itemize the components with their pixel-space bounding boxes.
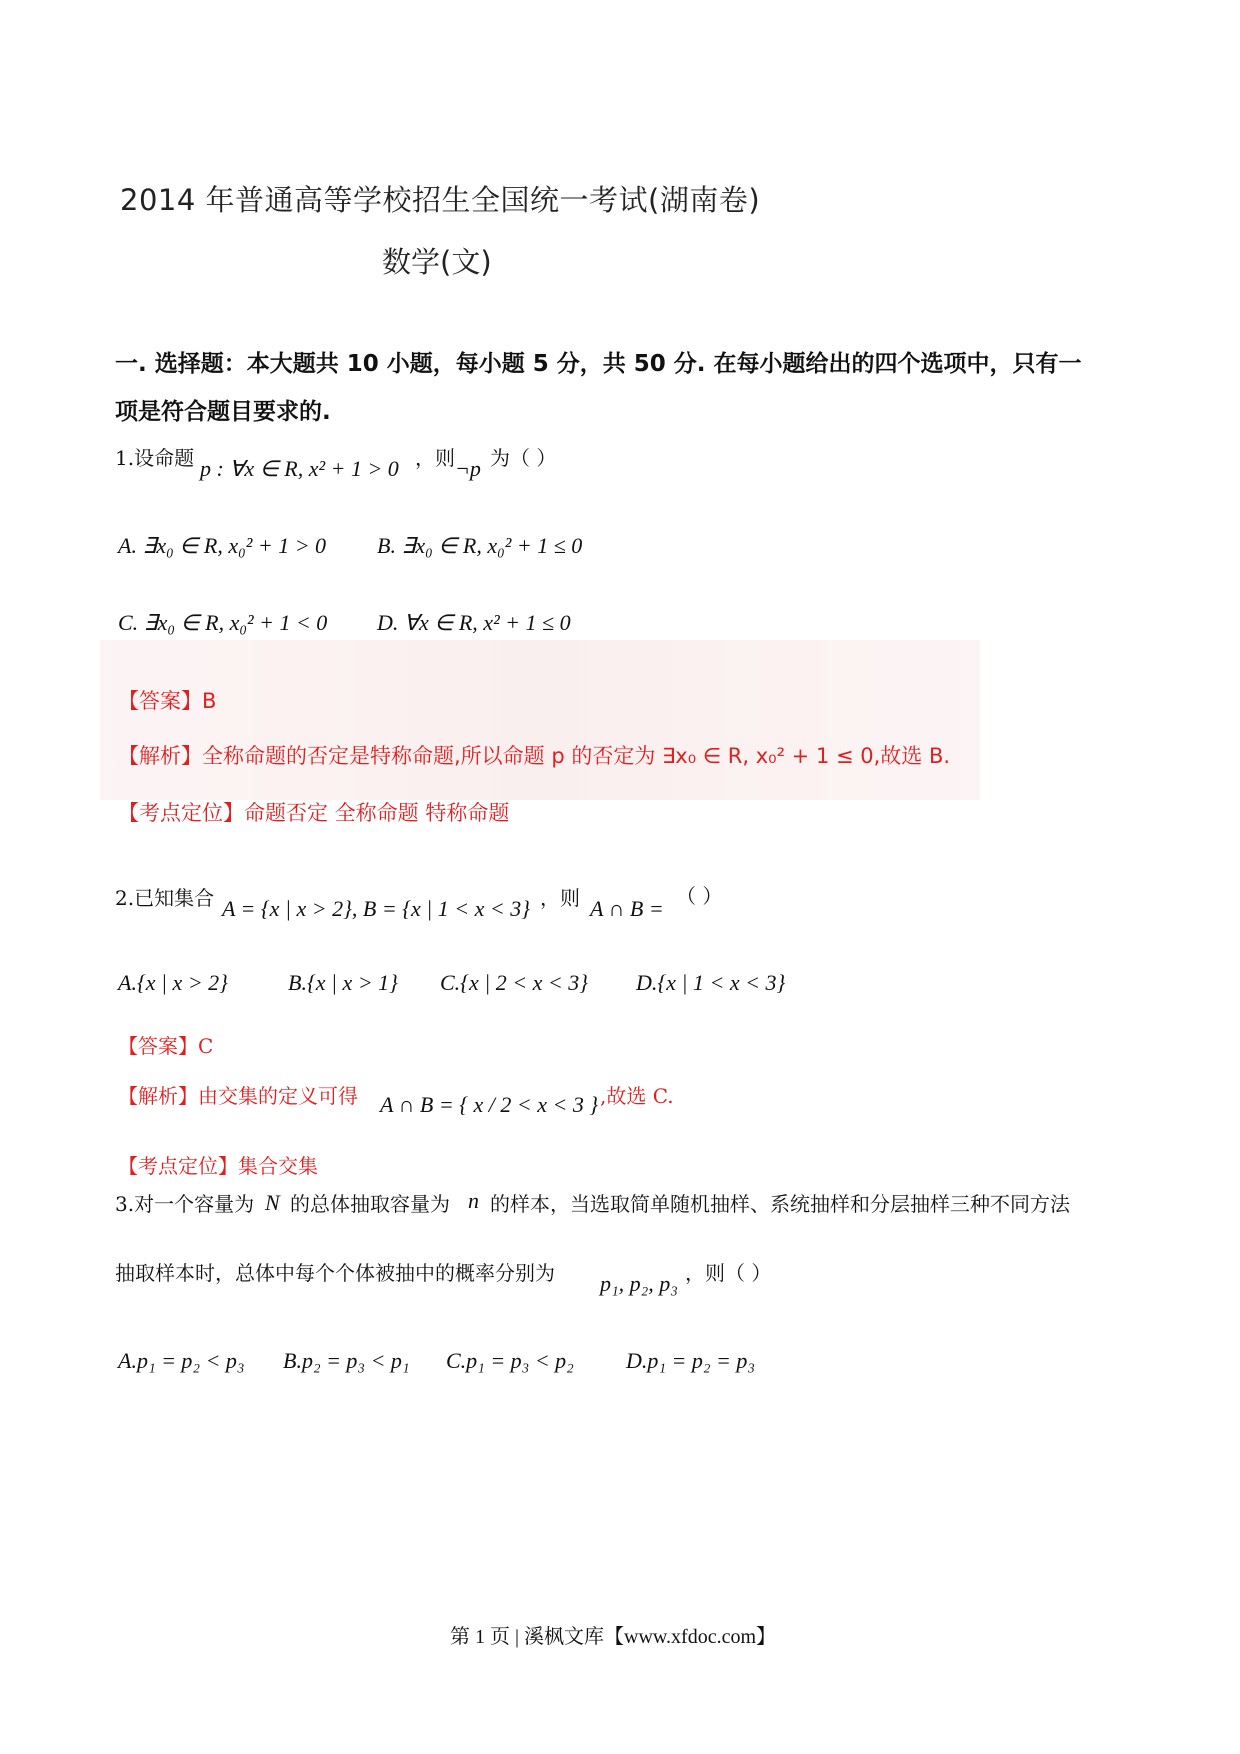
q2-point: 【考点定位】集合交集	[118, 1154, 318, 1178]
q1-formula: p : ∀x ∈ R, x² + 1 > 0	[200, 456, 399, 481]
q3-probs: p₁, p₂, p₃	[600, 1271, 678, 1296]
q2-analysis-pre: 【解析】由交集的定义可得	[118, 1084, 358, 1108]
q3-line1-b: 的总体抽取容量为	[290, 1192, 450, 1216]
q2-expr: A ∩ B =	[590, 896, 664, 921]
q1-option-b: B. ∃x₀ ∈ R, x₀² + 1 ≤ 0	[377, 533, 583, 558]
section-heading-line1: 一. 选择题：本大题共 10 小题，每小题 5 分，共 50 分. 在每小题给出的四个选项中，只有一	[115, 351, 1082, 377]
q3-var-N: N	[265, 1190, 280, 1215]
q1-option-a: A. ∃x₀ ∈ R, x₀² + 1 > 0	[118, 533, 327, 558]
q2-option-a: A.{x | x > 2}	[118, 970, 228, 995]
q1-point: 【考点定位】命题否定 全称命题 特称命题	[118, 801, 510, 825]
q2-mid: ，则	[540, 886, 580, 910]
page-footer: 第 1 页 | 溪枫文库【www.xfdoc.com】	[450, 1626, 777, 1648]
q3-var-n: n	[468, 1188, 479, 1213]
q2-analysis-post: ,故选 C.	[600, 1084, 674, 1108]
q2-analysis-formula: A ∩ B = { x / 2 < x < 3 }	[380, 1092, 599, 1117]
q1-mid: ，则	[415, 446, 455, 470]
page-title: 2014 年普通高等学校招生全国统一考试(湖南卷)	[120, 183, 761, 217]
q2-option-c: C.{x | 2 < x < 3}	[440, 970, 589, 995]
watermark	[100, 640, 980, 800]
page-subtitle: 数学(文)	[382, 245, 492, 279]
q3-line1-c: 的样本，当选取简单随机抽样、系统抽样和分层抽样三种不同方法	[490, 1192, 1070, 1216]
q3-line1-a: 3.对一个容量为	[115, 1192, 255, 1216]
q3-line2: 抽取样本时，总体中每个个体被抽中的概率分别为	[115, 1261, 555, 1285]
q1-answer: 【答案】B	[118, 689, 217, 713]
q2-option-d: D.{x | 1 < x < 3}	[636, 970, 786, 995]
q3-line2-end: ，则（ ）	[685, 1261, 772, 1285]
section-heading-line2: 项是符合题目要求的.	[115, 399, 331, 425]
q3-option-c: C.p₁ = p₃ < p₂	[446, 1348, 574, 1373]
q1-neg: ¬p	[455, 456, 481, 481]
q1-option-d: D. ∀x ∈ R, x² + 1 ≤ 0	[377, 610, 571, 635]
q1-suffix: 为（ ）	[490, 446, 557, 470]
q2-option-b: B.{x | x > 1}	[288, 970, 398, 995]
q1-prefix: 1.设命题	[115, 446, 195, 470]
q1-option-c: C. ∃x₀ ∈ R, x₀² + 1 < 0	[118, 610, 328, 635]
q2-answer: 【答案】C	[118, 1034, 214, 1058]
q3-option-d: D.p₁ = p₂ = p₃	[626, 1348, 756, 1373]
q3-option-a: A.p₁ = p₂ < p₃	[118, 1348, 245, 1373]
q2-suffix: （ ）	[676, 884, 723, 908]
q2-formula: A = {x | x > 2}, B = {x | 1 < x < 3}	[222, 896, 531, 921]
q3-option-b: B.p₂ = p₃ < p₁	[283, 1348, 410, 1373]
q1-analysis: 【解析】全称命题的否定是特称命题,所以命题 p 的否定为 ∃x₀ ∈ R, x₀² + 1 ≤ 0,故选 B.	[118, 744, 951, 768]
q2-prefix: 2.已知集合	[115, 886, 215, 910]
